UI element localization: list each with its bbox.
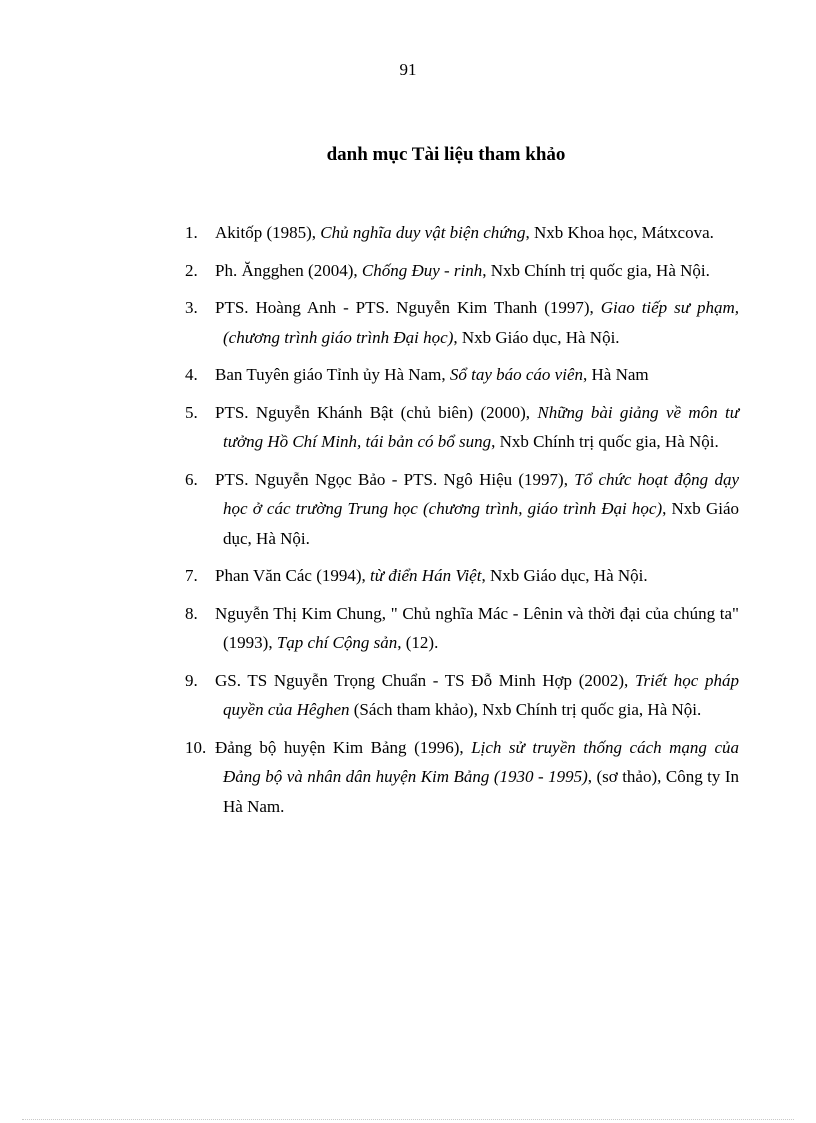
reference-number: 10.	[185, 737, 207, 757]
reference-title: Chủ nghĩa duy vật biện chứng	[320, 223, 526, 242]
reference-author: Phan Văn Các (1994),	[215, 566, 371, 585]
reference-author: Akitốp (1985),	[215, 223, 321, 242]
reference-item-2	[155, 256, 739, 286]
reference-number: 5.	[185, 402, 198, 422]
reference-title: Chống Đuy - rinh	[361, 260, 483, 280]
reference-publisher: (Sách tham khảo), Nxb Chính trị quốc gia, Hà Nội.	[349, 700, 702, 719]
reference-list	[155, 218, 739, 829]
reference-item-10	[155, 733, 739, 822]
reference-author: Ph. Ăngghen (2004),	[215, 260, 362, 280]
reference-title: Tạp chí Cộng sản	[276, 633, 398, 652]
reference-number: 4.	[185, 365, 198, 384]
reference-publisher: , Nxb Giáo dục, Hà Nội.	[223, 499, 739, 548]
reference-author: GS. TS Nguyễn Trọng Chuẩn - TS Đỗ Minh Hợp (2002),	[215, 670, 635, 690]
reference-title: Lịch sử truyền thống cách mạng của Đảng bộ và nhân dân huyện Kim Bảng (1930 - 1995)	[223, 737, 739, 786]
reference-item-4	[155, 360, 739, 390]
reference-publisher: , Nxb Khoa học, Mátxcova.	[525, 223, 714, 242]
page-title: danh mục Tài liệu tham khảo	[326, 144, 566, 165]
reference-title: Triết học pháp quyền của Hêghen	[223, 670, 739, 719]
reference-number: 3.	[185, 298, 198, 317]
reference-author: PTS. Nguyễn Ngọc Bảo - PTS. Ngô Hiệu (1997),	[215, 469, 575, 489]
reference-publisher: , Nxb Giáo dục, Hà Nội.	[481, 566, 648, 585]
reference-item-7	[155, 561, 739, 591]
reference-author: PTS. Hoàng Anh - PTS. Nguyễn Kim Thanh (1997),	[215, 298, 601, 317]
reference-title: Sổ tay báo cáo viên	[449, 365, 583, 384]
page-number: 91	[399, 60, 417, 79]
reference-author: PTS. Nguyễn Khánh Bật (chủ biên) (2000),	[215, 402, 538, 422]
reference-title: Tổ chức hoạt động dạy học ở các trường Trung học (chương trình, giáo trình Đại học)	[223, 469, 740, 518]
reference-publisher: , (sơ thảo), Công ty In Hà Nam.	[223, 767, 740, 816]
reference-publisher: , (12).	[397, 633, 439, 652]
reference-title: Giao tiếp sư phạm, (chương trình giáo trình Đại học)	[223, 298, 739, 347]
reference-publisher: , Nxb Giáo dục, Hà Nội.	[453, 327, 620, 347]
reference-item-5	[155, 398, 739, 457]
reference-author: Nguyễn Thị Kim Chung, " Chủ nghĩa Mác - Lênin và thời đại của chúng ta" (1993),	[215, 603, 739, 652]
reference-number: 7.	[185, 566, 198, 585]
reference-publisher: , Nxb Chính trị quốc gia, Hà Nội.	[491, 432, 719, 451]
reference-number: 6.	[185, 469, 198, 489]
reference-number: 1.	[185, 223, 198, 242]
reference-number: 8.	[185, 603, 198, 623]
reference-item-9	[155, 666, 739, 725]
reference-author: Ban Tuyên giáo Tỉnh ủy Hà Nam,	[215, 365, 450, 384]
reference-number: 9.	[185, 670, 198, 690]
reference-author: Đảng bộ huyện Kim Bảng (1996),	[215, 737, 472, 757]
reference-item-8	[155, 599, 739, 658]
reference-item-3	[155, 293, 739, 352]
reference-title: Những bài giảng về môn tư tưởng Hồ Chí Minh, tái bản có bổ sung	[223, 402, 739, 451]
reference-publisher: , Nxb Chính trị quốc gia, Hà Nội.	[482, 260, 710, 280]
page-bottom-divider	[22, 1119, 794, 1120]
reference-number: 2.	[185, 260, 198, 280]
reference-title: từ điển Hán Việt	[370, 566, 482, 585]
reference-item-6	[155, 465, 739, 554]
reference-publisher: , Hà Nam	[583, 365, 649, 384]
reference-item-1	[155, 218, 739, 248]
